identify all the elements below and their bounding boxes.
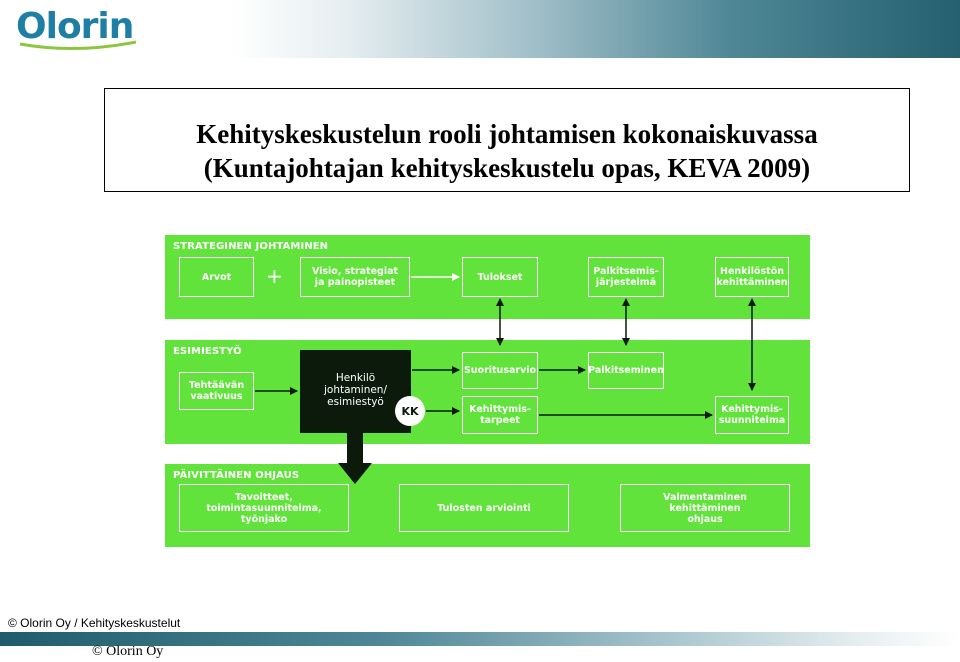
box-rewarding: Palkitseminen (588, 352, 664, 389)
title-box (104, 88, 910, 192)
box-task-demands: Tehtäävän vaativuus (179, 372, 254, 410)
box-results: Tulokset (462, 257, 538, 297)
box-reward-system: Palkitsemis- järjestelmä (588, 257, 664, 297)
leadership-diagram (165, 235, 810, 547)
olorin-logo (16, 4, 146, 54)
flow-arrows (165, 235, 810, 547)
kk-badge: KK (395, 396, 425, 426)
band-label-daily: PÄIVITTÄINEN OHJAUS (173, 470, 300, 481)
box-values: Arvot (179, 257, 254, 297)
slide-title: Kehityskeskustelun rooli johtamisen kokonaiskuvassa (196, 119, 818, 149)
box-vision-strategy: Visio, strategiat ja painopisteet (300, 257, 410, 297)
box-people-leadership: Henkilö johtaminen/ esimiestyö (300, 350, 411, 433)
box-performance-review: Suoritusarvio (462, 352, 538, 389)
box-results-evaluation: Tulosten arviointi (399, 484, 569, 532)
logo-text: Olorin (16, 6, 134, 47)
footer-copyright: © Olorin Oy / Kehityskeskustelut (8, 616, 181, 630)
band-label-supervisor: ESIMIESTYÖ (173, 346, 242, 357)
slide-subtitle: (Kuntajohtajan kehityskeskustelu opas, KEVA 2009) (203, 153, 811, 183)
box-goals-plan: Tavoitteet, toimintasuunnitelma, työnjako (179, 484, 349, 532)
box-development-needs: Kehittymis- tarpeet (462, 396, 538, 434)
band-label-strategic: STRATEGINEN JOHTAMINEN (173, 241, 329, 252)
plus-sign: + (266, 264, 283, 288)
box-development-plan: Kehittymis- suunnitelma (715, 396, 789, 434)
footer-copyright-small: © Olorin Oy (92, 644, 164, 659)
arrow-leadership-down (338, 433, 372, 484)
box-coaching: Valmentaminen kehittäminen ohjaus (620, 484, 790, 532)
box-staff-development: Henkilöstön kehittäminen (715, 257, 789, 297)
